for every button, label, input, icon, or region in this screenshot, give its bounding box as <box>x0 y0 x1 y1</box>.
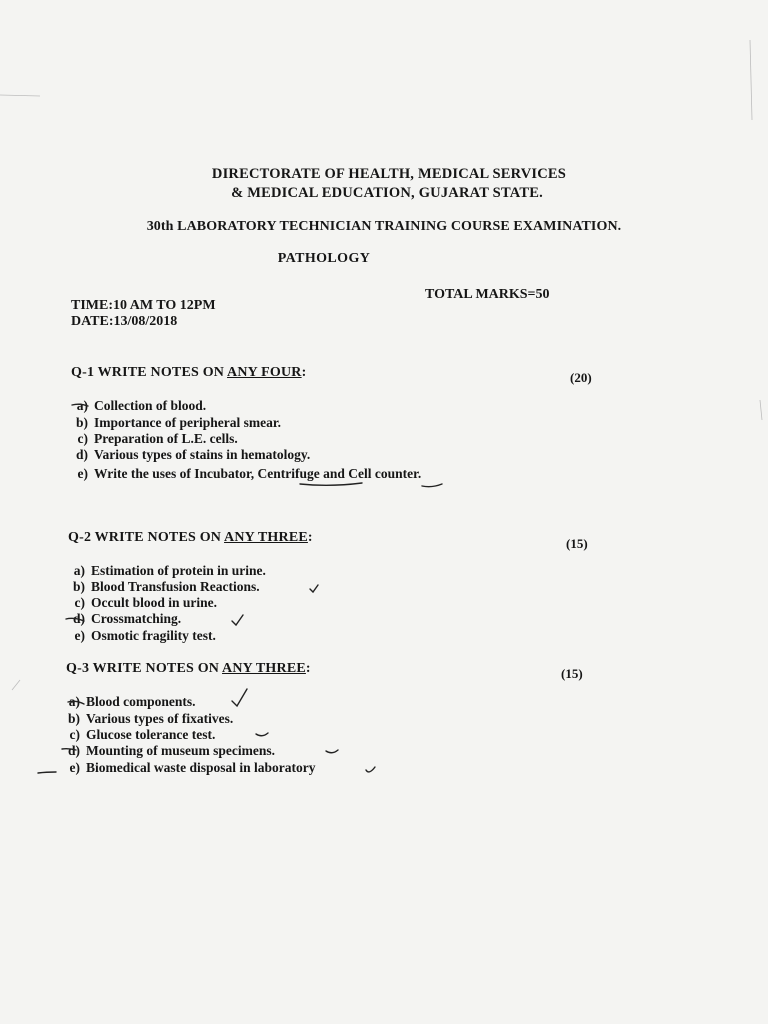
question-emphasis: ANY FOUR <box>227 365 302 380</box>
item-letter: a) <box>73 563 85 578</box>
question-1-marks: (20) <box>570 370 592 385</box>
question-suffix: : <box>301 365 307 380</box>
scan-line <box>12 680 20 690</box>
question-2-heading <box>68 530 313 546</box>
question-3-heading <box>66 661 311 677</box>
item-letter: e) <box>69 760 80 775</box>
tick-mark <box>366 767 375 772</box>
scan-line <box>750 40 752 120</box>
list-item <box>63 628 216 644</box>
question-suffix: : <box>305 661 311 676</box>
item-letter: d) <box>75 447 88 462</box>
exam-date: DATE:13/08/2018 <box>71 314 178 329</box>
item-text: Various types of fixatives. <box>86 711 234 726</box>
item-letter: d) <box>67 743 80 758</box>
list-item <box>63 579 260 595</box>
list-item <box>66 466 421 482</box>
item-text: Estimation of protein in urine. <box>91 563 266 578</box>
item-letter: b) <box>72 579 85 594</box>
question-emphasis: ANY THREE <box>224 530 308 545</box>
item-text: Occult blood in urine. <box>91 595 218 610</box>
header-state: & MEDICAL EDUCATION, GUJARAT STATE. <box>231 185 543 201</box>
question-prefix: Q-1 WRITE NOTES ON <box>71 365 228 380</box>
total-marks: TOTAL MARKS=50 <box>425 287 550 302</box>
question-suffix: : <box>307 530 313 545</box>
list-item <box>66 431 238 447</box>
list-item <box>63 595 217 611</box>
item-text: Osmotic fragility test. <box>91 628 216 643</box>
underline-mark <box>300 483 362 485</box>
item-text: Glucose tolerance test. <box>86 727 216 742</box>
item-letter: a) <box>68 694 80 709</box>
question-prefix: Q-2 WRITE NOTES ON <box>68 530 225 545</box>
item-text: Crossmatching. <box>91 611 182 626</box>
list-item <box>58 743 275 759</box>
item-text: Preparation of L.E. cells. <box>94 431 238 446</box>
item-text: Blood Transfusion Reactions. <box>91 579 260 594</box>
list-item <box>63 563 266 579</box>
list-item <box>58 760 316 776</box>
item-letter: a) <box>76 398 88 413</box>
item-letter: d) <box>72 611 85 626</box>
exam-time: TIME:10 AM TO 12PM <box>71 298 216 313</box>
list-item <box>63 611 181 627</box>
tick-mark <box>256 733 268 736</box>
item-letter: c) <box>77 431 88 446</box>
header-directorate: DIRECTORATE OF HEALTH, MEDICAL SERVICES <box>211 166 567 182</box>
tick-mark <box>232 689 247 706</box>
item-text: Importance of peripheral smear. <box>94 415 281 430</box>
tick-mark <box>310 585 318 592</box>
item-text: Mounting of museum specimens. <box>86 743 276 758</box>
item-text: Blood components. <box>86 694 196 709</box>
list-item <box>58 694 196 710</box>
item-letter: b) <box>75 415 88 430</box>
subject-title: PATHOLOGY <box>277 251 371 266</box>
scan-line <box>0 95 40 96</box>
item-letter: e) <box>74 628 85 643</box>
item-letter: c) <box>69 727 80 742</box>
exam-title: 30th LABORATORY TECHNICIAN TRAINING COURSE EXAMINATION. <box>146 219 622 234</box>
question-prefix: Q-3 WRITE NOTES ON <box>66 661 223 676</box>
question-3-marks: (15) <box>561 666 583 681</box>
list-item <box>66 415 281 431</box>
scan-line <box>760 400 762 420</box>
dash-mark <box>38 772 56 773</box>
item-text: Write the uses of Incubator, Centrifuge and Cell counter. <box>94 466 422 481</box>
question-1-heading <box>71 365 306 381</box>
list-item <box>66 398 206 414</box>
tick-mark <box>232 615 243 625</box>
tick-mark <box>326 750 338 753</box>
underline-mark <box>422 484 442 487</box>
question-2-marks: (15) <box>566 536 588 551</box>
item-text: Biomedical waste disposal in laboratory <box>86 760 316 775</box>
question-emphasis: ANY THREE <box>222 661 306 676</box>
item-text: Collection of blood. <box>94 398 207 413</box>
item-letter: c) <box>74 595 85 610</box>
item-letter: e) <box>77 466 88 481</box>
list-item <box>58 727 215 743</box>
list-item <box>58 711 233 727</box>
item-text: Various types of stains in hematology. <box>94 447 311 462</box>
item-letter: b) <box>67 711 80 726</box>
list-item <box>66 447 310 463</box>
